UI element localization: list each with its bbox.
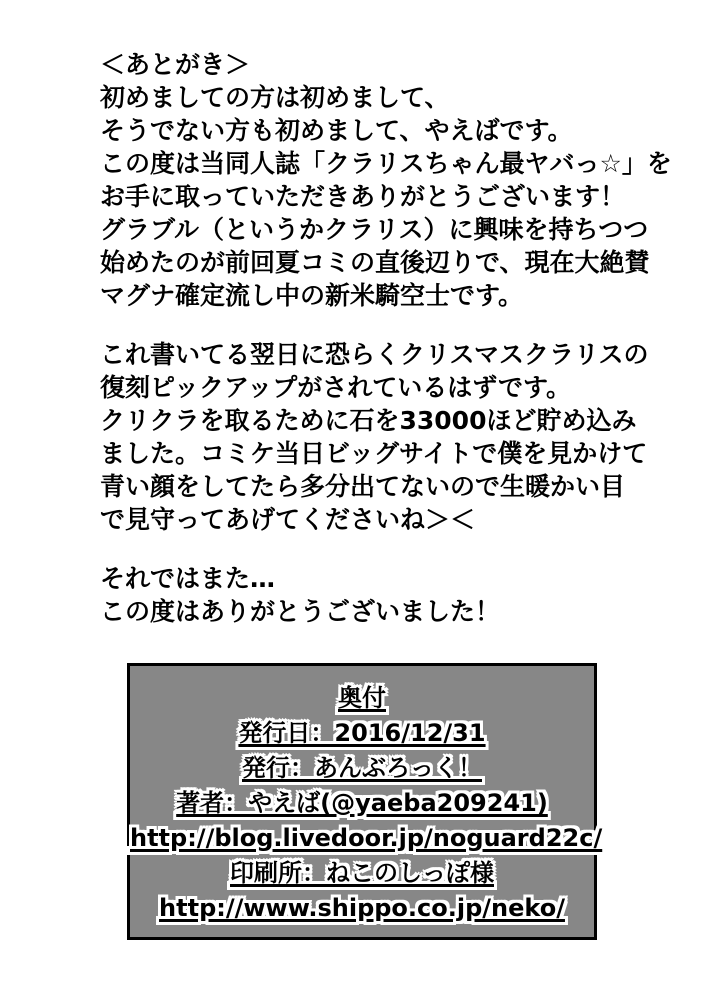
afterword-line: それではまた… — [100, 564, 276, 593]
afterword-line: で見守ってあげてくださいね＞＜ — [100, 505, 476, 534]
afterword-line: 初めましての方は初めまして、 — [100, 83, 450, 112]
colophon-title: 奥付 — [338, 684, 386, 712]
colophon-publisher: 発行：あんぶろっく！ — [242, 754, 482, 782]
colophon-printer: 印刷所：ねこのしっぽ様 — [230, 859, 494, 887]
afterword-line: この度はありがとうございました！ — [100, 597, 501, 626]
afterword-line: 青い顔をしてたら多分出てないので生暖かい目 — [100, 472, 626, 501]
colophon-printer-url: http://www.shippo.co.jp/neko/ — [159, 894, 565, 922]
colophon-author: 著者：やえば(@yaeba209241) — [176, 789, 548, 817]
afterword-line: グラブル（というかクラリス）に興味を持ちつつ — [100, 215, 649, 244]
colophon-publish-date: 発行日：2016/12/31 — [238, 719, 486, 747]
afterword-heading: ＜あとがき＞ — [100, 50, 251, 79]
afterword-line: お手に取っていただきありがとうございます！ — [100, 182, 626, 211]
afterword-line: マグナ確定流し中の新米騎空士です。 — [100, 281, 524, 310]
afterword-paragraph-3 — [100, 562, 660, 628]
afterword-line: クリクラを取るために石を33000ほど貯め込み — [100, 406, 637, 435]
afterword-section — [100, 48, 672, 628]
colophon-blog-url: http://blog.livedoor.jp/noguard22c/ — [130, 824, 603, 852]
afterword-paragraph-2 — [100, 338, 660, 536]
afterword-line: ました。コミケ当日ビッグサイトで僕を見かけて — [100, 439, 648, 468]
afterword-line: 復刻ピックアップがされているはずです。 — [100, 373, 572, 402]
afterword-line: この度は当同人誌「クラリスちゃん最ヤバっ☆」を — [100, 149, 672, 178]
afterword-line: 始めたのが前回夏コミの直後辺りで、現在大絶賛 — [100, 248, 650, 277]
afterword-line: そうでない方も初めまして、やえばです。 — [100, 116, 573, 145]
afterword-paragraph-1 — [100, 48, 672, 312]
afterword-line: これ書いてる翌日に恐らくクリスマスクラリスの — [100, 340, 649, 369]
colophon-box — [127, 663, 603, 940]
